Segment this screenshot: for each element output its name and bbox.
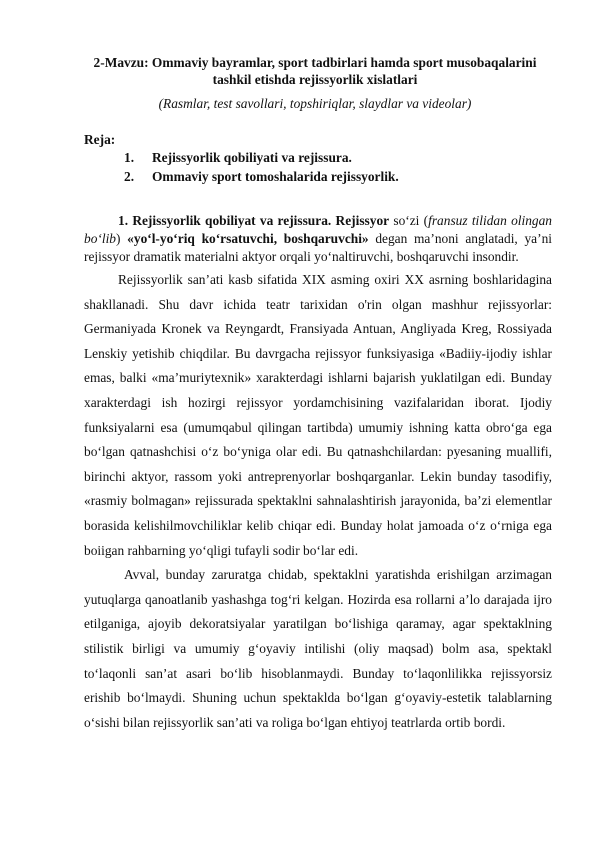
text-fragment: degan ma’noni anglatadi, ya’ni rejissyor dramatik materialni aktyor orqali yo‘naltiruvchi, boshqaruvchi insondir. (84, 231, 552, 264)
plan-item-text: Rejissyorlik qobiliyati va rejissura. (152, 150, 352, 165)
page-title: 2-Mavzu: Ommaviy bayramlar, sport tadbirlari hamda sport musobaqalarini tashkil etishda rejissyorlik xislatlari (93, 55, 537, 87)
document-body (84, 212, 552, 735)
plan-item (124, 148, 399, 167)
plan-item-text: Ommaviy sport tomoshalarida rejissyorlik. (152, 169, 399, 184)
page-subtitle: (Rasmlar, test savollari, topshiriqlar, slaydlar va videolar) (158, 96, 472, 111)
section-1-paragraph (84, 212, 552, 266)
text-fragment: ) (116, 231, 128, 246)
plan-item-number: 1. (124, 150, 135, 165)
section-1-heading: 1. Rejissyorlik qobiliyat va rejissura. (118, 213, 332, 228)
term-origin: fransuz tilidan olingan bo‘lib (84, 213, 552, 246)
plan-heading: Reja: (84, 132, 116, 147)
term-meaning: «yo‘l-yo‘riq ko‘rsatuvchi, boshqaruvchi» (127, 231, 369, 246)
body-paragraph: Rejissyorlik san’ati kasb sifatida XIX asming oxiri XX asrning boshlaridagina shakllanadi. Shu davr ichida teatr tarixidan o'rin olgan mashhur rejissyorlar: Germaniyada Kronek va Reyngardt, Fransiyada Antuan, Angliyada Kreg, Rossiyada Lenskiy yetishib chiqdilar. Bu davrgacha rejissyor funksiyasiga «Badiiy-ijodiy ishlar emas, balki «ma’muriytexnik» xarakterdagi ishlarni bajarish yuklatilgan edi. Bunday xarakterdagi ish hozirgi rejissyor yordamchisining vazifalaridan iborat. Ijodiy funksiyalarni esa (umumqabul qilingan tartibda) umumiy ishning katta obro‘ga ega bo‘lgan qatnashchisi o‘z bo‘yniga olar edi. Bu qatnashchilardan: pyesaning muallifi, birinchi aktyor, rassom yoki antreprenyorlar boshqarganlar. Lekin bunday tasodifiy, «rasmiy bolmagan» rejissurada spektaklni sahnalashtirish jarayonida, ba’zi elementlar borasida kelishilmovchiliklar kelib chiqar edi. Bunday holat jamoada o‘z o‘rniga ega boiigan rahbarning yo‘qligi tufayli sodir bo‘lar edi. (84, 272, 552, 558)
body-paragraph: Avval, bunday zaruratga chidab, spektaklni yaratishda erishilgan arzimagan yutuqlarga qanoatlanib yashashga tog‘ri kelgan. Hozirda esa rollarni a’lo darajada ijro etilganiga, ajoyib dekoratsiyalar yaratilgan bo‘lishiga qaramay, agar spektaklning stilistik birligi va umumiy g‘oyaviy intilishi (oliy maqsad) bolm asa, spektakl to‘laqonli san’at asari bo‘lib hisoblanmaydi. Bunday to‘laqonlilikka rejissyorsiz erishib bo‘lmaydi. Shuning uchun spektaklda bo‘lgan g‘oyaviy-estetik talablarning o‘sishi bilan rejissyorlik san’ati va roliga bo‘lgan ehtiyoj teatrlarda ortib bordi. (84, 567, 552, 730)
term-rejissyor: Rejissyor (335, 213, 390, 228)
plan-item-number: 2. (124, 169, 135, 184)
plan-item (124, 167, 399, 186)
plan-list (124, 148, 399, 186)
text-fragment: so‘zi ( (389, 213, 429, 228)
